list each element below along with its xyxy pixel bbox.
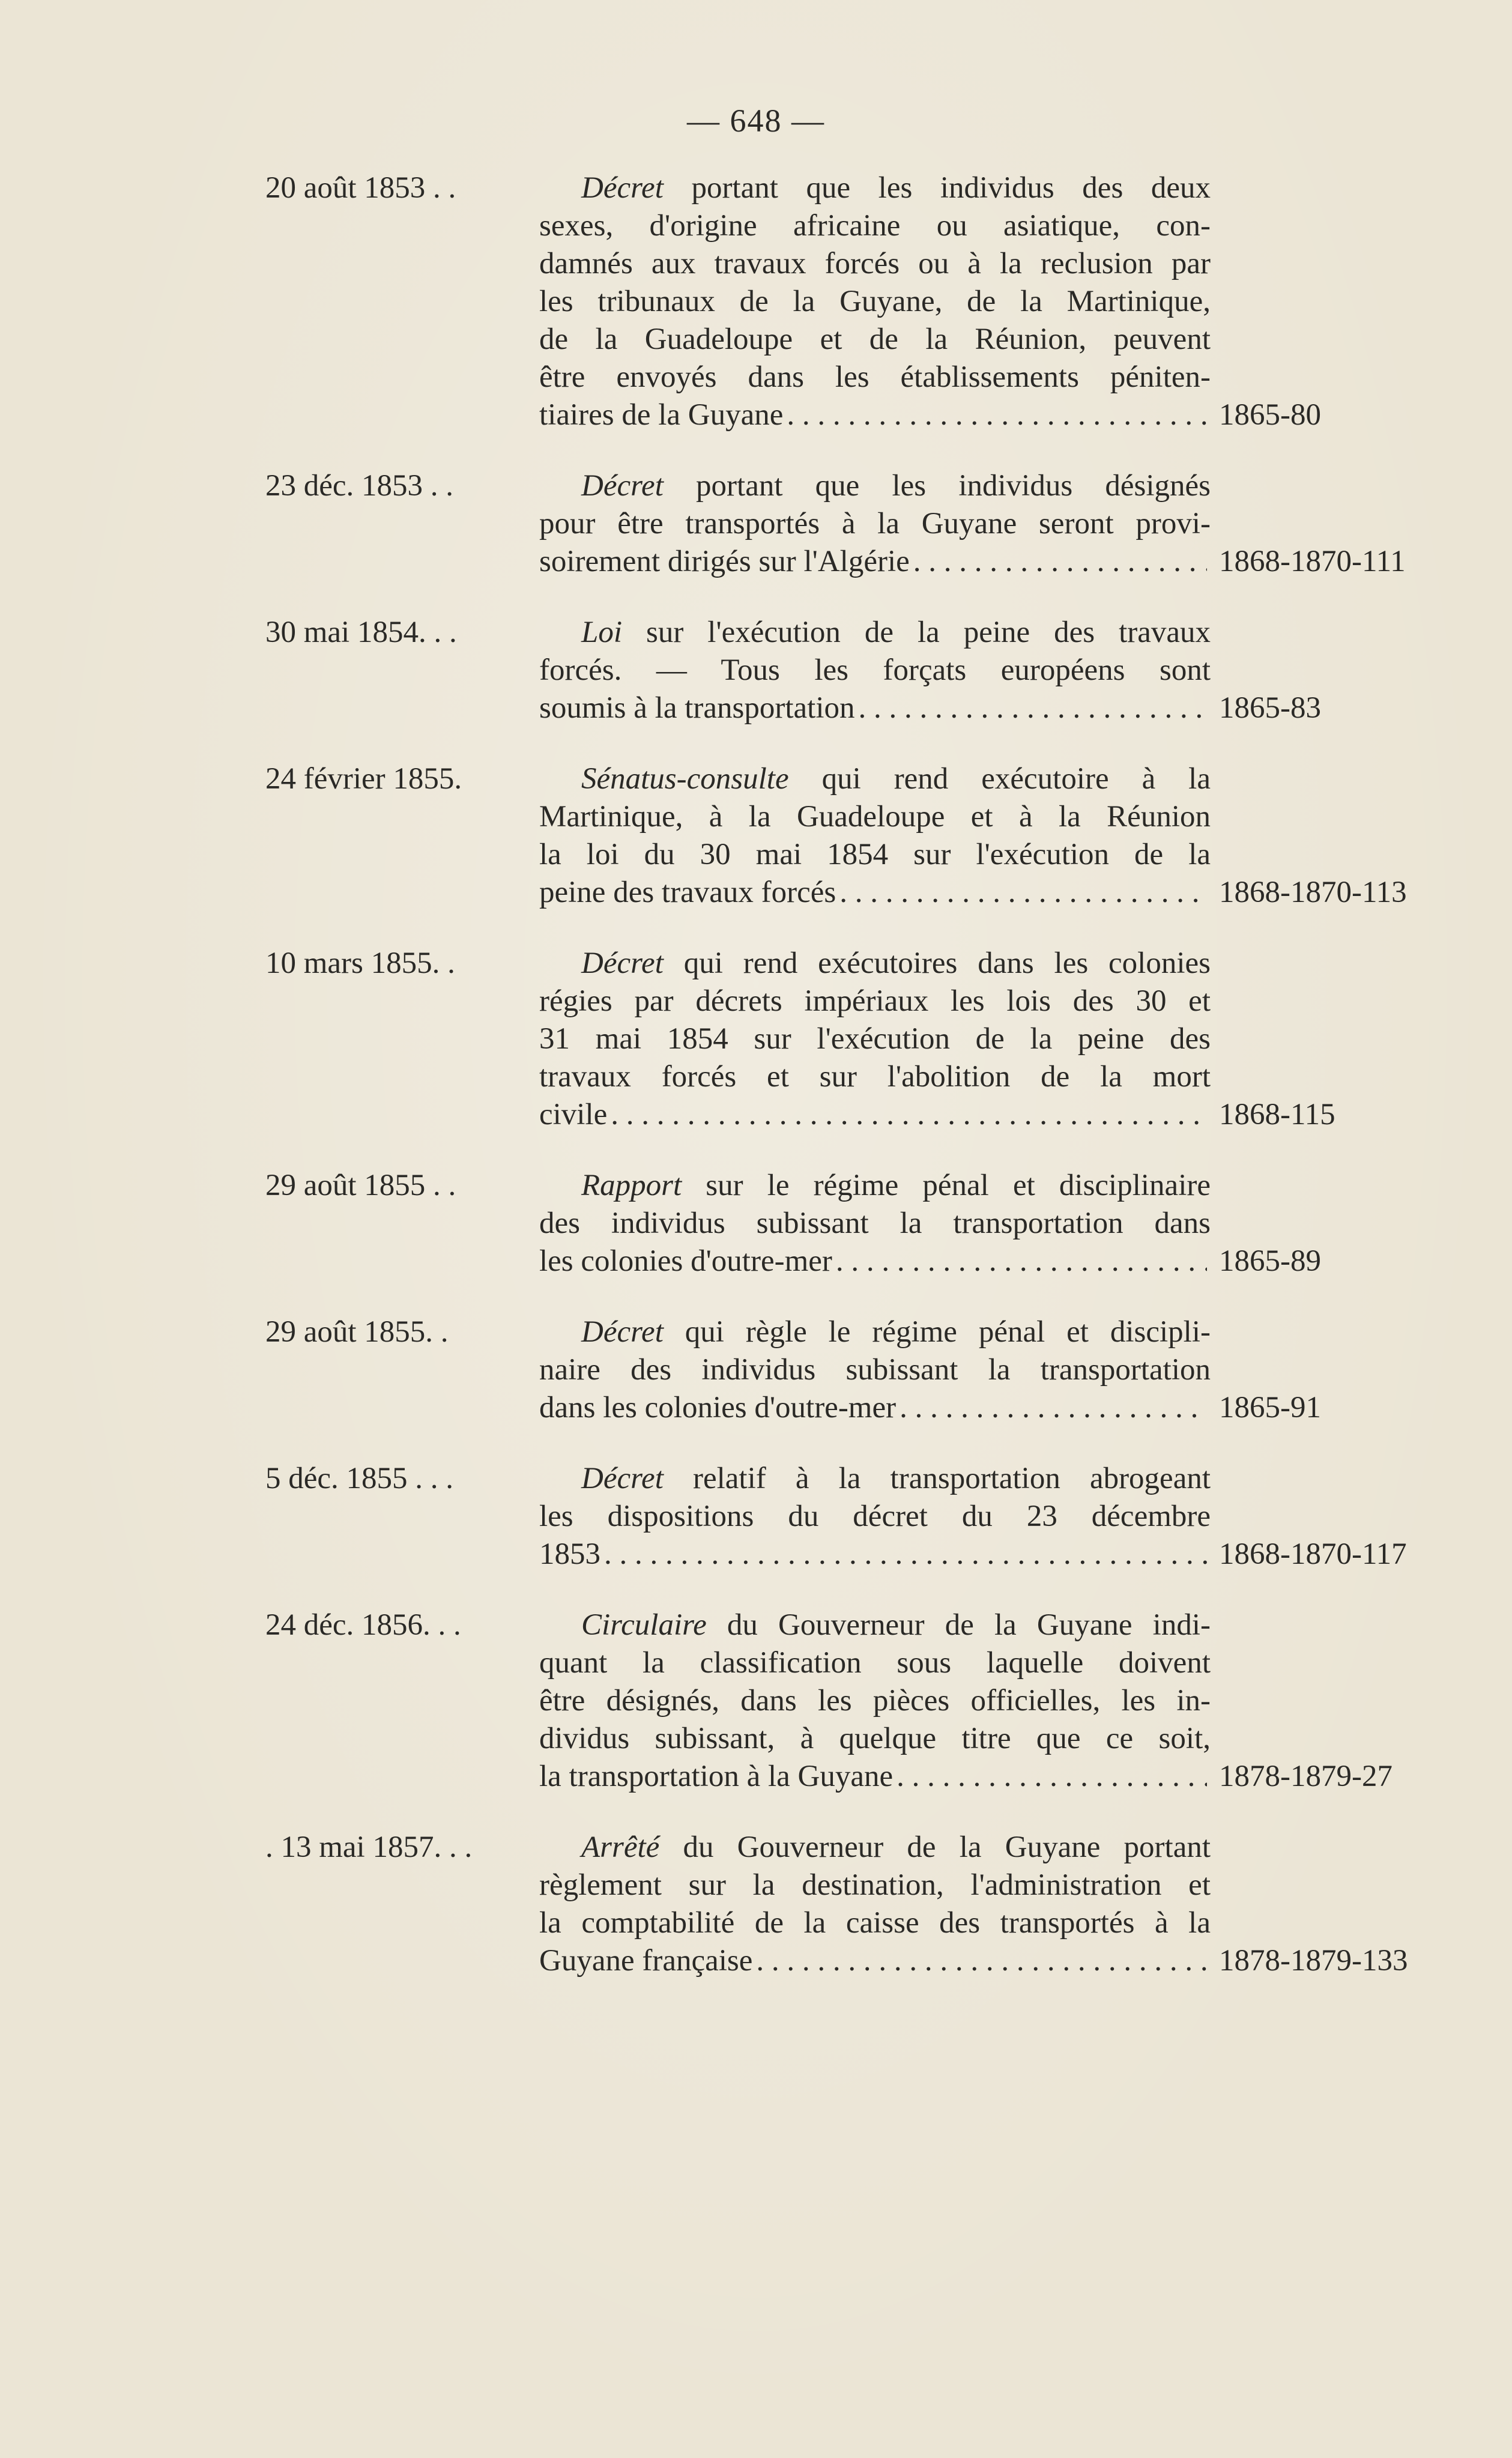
entry-date: 24 février 1855. [265, 762, 462, 796]
entry [0, 1829, 1512, 1980]
entry-line: les tribunaux de la Guyane, de la Martinique, [539, 285, 1211, 318]
entry-date: 29 août 1855 . . [265, 1169, 456, 1202]
entry-spacer [0, 1573, 1512, 1606]
entry-reference: 1865-80 [1219, 398, 1321, 432]
entry-date: 29 août 1855. . [265, 1315, 449, 1349]
entry-last-line [539, 1758, 1211, 1796]
entry-line: de la Guadeloupe et de la Réunion, peuvent [539, 322, 1211, 356]
dot-leader [787, 396, 1207, 434]
dot-leader [611, 1096, 1207, 1134]
entry-date: 23 déc. 1853 . . [265, 469, 454, 503]
entry [0, 1460, 1512, 1573]
entry-last-line [539, 1096, 1211, 1134]
entry-line: Martinique, à la Guadeloupe et à la Réunion [539, 800, 1211, 834]
entry-last-text: Guyane française [539, 1944, 753, 1978]
entry-line: dividus subissant, à quelque titre que ce soit, [539, 1722, 1211, 1755]
entry-last-text: soirement dirigés sur l'Algérie [539, 545, 910, 578]
entry-kind: Loi [581, 616, 623, 649]
entry-date: . 13 mai 1857. . . [265, 1830, 473, 1864]
entry [0, 1606, 1512, 1796]
entry [0, 945, 1512, 1134]
entry-line: forcés. — Tous les forçats européens sont [539, 653, 1211, 687]
entry-line: 31 mai 1854 sur l'exécution de la peine des [539, 1022, 1211, 1056]
entry-last-text: tiaires de la Guyane [539, 398, 784, 432]
entry-kind: Sénatus-consulte [581, 762, 789, 796]
entry-line: Arrêté du Gouverneur de la Guyane portant [581, 1830, 1211, 1864]
entry-date: 24 déc. 1856. . . [265, 1608, 461, 1642]
entry-reference: 1865-83 [1219, 691, 1321, 725]
entry-text [539, 1313, 1211, 1427]
dot-leader [859, 689, 1208, 727]
entry-last-text: peine des travaux forcés [539, 876, 836, 909]
entry-last-line [539, 874, 1211, 912]
entry-spacer [0, 1280, 1512, 1313]
entry-text [539, 760, 1211, 912]
entry-line: Décret portant que les individus désignés [581, 469, 1211, 503]
entry-kind: Décret [581, 1315, 664, 1349]
entry-reference: 1878-1879-133 [1219, 1944, 1408, 1978]
entry-last-text: la transportation à la Guyane [539, 1760, 894, 1793]
entry-list [0, 169, 1512, 1980]
entry [0, 760, 1512, 912]
entry-last-line [539, 396, 1211, 434]
entry-reference: 1868-1870-111 [1219, 545, 1406, 578]
entry-kind: Rapport [581, 1169, 682, 1202]
entry-reference: 1865-89 [1219, 1244, 1321, 1278]
entry [0, 614, 1512, 727]
entry-line: sexes, d'origine africaine ou asiatique, con- [539, 209, 1211, 243]
entry-line: Circulaire du Gouverneur de la Guyane indi- [581, 1608, 1211, 1642]
entry-text [539, 614, 1211, 727]
entry-text [539, 1460, 1211, 1573]
entry-date: 30 mai 1854. . . [265, 616, 457, 649]
entry-line: Décret qui règle le régime pénal et discipli- [581, 1315, 1211, 1349]
entry-reference: 1868-1870-117 [1219, 1537, 1407, 1571]
entry-last-line [539, 1389, 1211, 1427]
entry-last-line [539, 1243, 1211, 1280]
entry-line: Décret qui rend exécutoires dans les colonies [581, 946, 1211, 980]
entry-spacer [0, 1134, 1512, 1167]
entry-spacer [0, 434, 1512, 467]
entry-last-text: soumis à la transportation [539, 691, 855, 725]
entry-line: pour être transportés à la Guyane seront provi- [539, 507, 1211, 540]
entry-date: 10 mars 1855. . [265, 946, 455, 980]
entry-line: règlement sur la destination, l'administration et [539, 1868, 1211, 1902]
entry-reference: 1878-1879-27 [1219, 1760, 1393, 1793]
entry-kind: Circulaire [581, 1608, 707, 1642]
dot-leader [839, 874, 1207, 912]
entry [0, 467, 1512, 581]
entry-line: Décret portant que les individus des deux [581, 171, 1211, 205]
entry-date: 5 déc. 1855 . . . [265, 1462, 454, 1495]
dot-leader [604, 1536, 1207, 1573]
dot-leader [756, 1942, 1207, 1980]
entry-text [539, 1829, 1211, 1980]
entry-last-line [539, 1536, 1211, 1573]
entry-line: Sénatus-consulte qui rend exécutoire à la [581, 762, 1211, 796]
entry-kind: Décret [581, 1462, 664, 1495]
entry-line: la loi du 30 mai 1854 sur l'exécution de la [539, 838, 1211, 871]
entry-last-text: les colonies d'outre-mer [539, 1244, 832, 1278]
entry-line: Rapport sur le régime pénal et disciplinaire [581, 1169, 1211, 1202]
entry-reference: 1868-1870-113 [1219, 876, 1407, 909]
entry [0, 1313, 1512, 1427]
entry-reference: 1865-91 [1219, 1391, 1321, 1424]
entry [0, 169, 1512, 434]
page-number: — 648 — [687, 103, 825, 139]
entry-spacer [0, 1427, 1512, 1460]
entry-text [539, 467, 1211, 581]
entry-line: régies par décrets impériaux les lois des 30 et [539, 984, 1211, 1018]
entry-line: des individus subissant la transportation dans [539, 1206, 1211, 1240]
entry-line: travaux forcés et sur l'abolition de la mort [539, 1060, 1211, 1094]
entry-spacer [0, 1796, 1512, 1829]
entry-line: la comptabilité de la caisse des transportés à la [539, 1906, 1211, 1940]
entry-line: Décret relatif à la transportation abrogeant [581, 1462, 1211, 1495]
entry-last-text: 1853 [539, 1537, 600, 1571]
entry-text [539, 1167, 1211, 1280]
entry-line: quant la classification sous laquelle doivent [539, 1646, 1211, 1680]
entry-kind: Arrêté [581, 1830, 660, 1864]
entry-last-text: civile [539, 1098, 608, 1131]
entry-line: naire des individus subissant la transportation [539, 1353, 1211, 1387]
entry-last-line [539, 543, 1211, 581]
entry-last-text: dans les colonies d'outre-mer [539, 1391, 897, 1424]
entry-spacer [0, 727, 1512, 760]
entry-reference: 1868-115 [1219, 1098, 1335, 1131]
entry-spacer [0, 912, 1512, 945]
entry-last-line [539, 1942, 1211, 1980]
dot-leader [900, 1389, 1207, 1427]
entry-line: damnés aux travaux forcés ou à la reclusion par [539, 247, 1211, 280]
dot-leader [913, 543, 1207, 581]
entry [0, 1167, 1512, 1280]
entry-date: 20 août 1853 . . [265, 171, 456, 205]
entry-kind: Décret [581, 171, 664, 205]
entry-line: les dispositions du décret du 23 décembre [539, 1500, 1211, 1533]
entry-last-line [539, 689, 1211, 727]
dot-leader [897, 1758, 1207, 1796]
entry-line: être envoyés dans les établissements péniten- [539, 360, 1211, 394]
entry-spacer [0, 581, 1512, 614]
entry-text [539, 169, 1211, 434]
entry-text [539, 1606, 1211, 1796]
entry-line: être désignés, dans les pièces officielles, les in- [539, 1684, 1211, 1718]
entry-text [539, 945, 1211, 1134]
dot-leader [836, 1243, 1207, 1280]
entry-kind: Décret [581, 469, 664, 503]
entry-line: Loi sur l'exécution de la peine des travaux [581, 616, 1211, 649]
entry-kind: Décret [581, 946, 664, 980]
